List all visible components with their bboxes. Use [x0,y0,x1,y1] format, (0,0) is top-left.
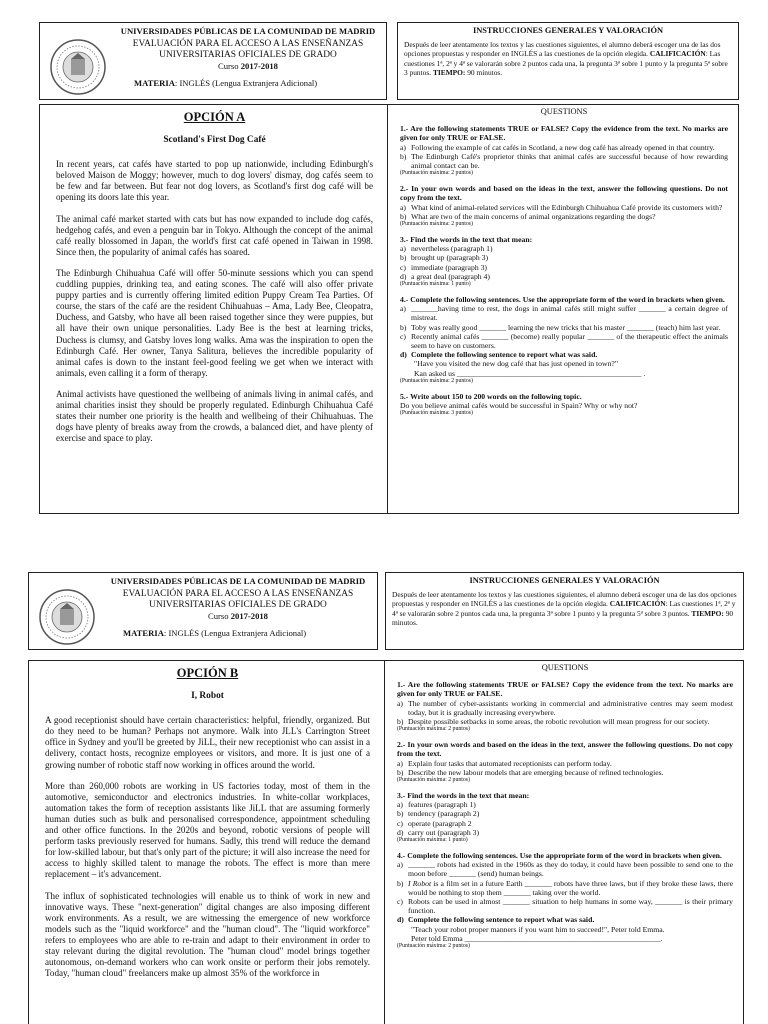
questions-box-a [387,104,739,514]
course [103,611,373,622]
course-year: 2017-2018 [240,61,278,71]
header-box-b [28,572,378,650]
article-b-paragraph: The influx of sophisticated technologies will enable us to think of work in new and innovative ways. These "next-generation" digital changes are also imposing different work environments. As a result, we are witnessing the emergence of new workforce models such as the "liquid workforce" and the "human cloud". The "liquid workforce" refers to employees who are able to re-train and adapt to their environment in order to stay relevant during the digital revolution. The "human cloud" model brings together autonomous, on-demand workers who can work onsite or perform their jobs remotely. Today, "human cloud" freelancers make up almost 35% of the workforce in [45,890,370,979]
university-seal-icon [48,37,108,97]
option-b-heading: OPCIÓN B [176,666,239,680]
question-3: 3.- Find the words in the text that mean: a) features (paragraph 1) b) tendency (paragraph 2) c) operate (paragraph 2 d) carry out (paragraph 3) (Puntuación máxima: 1 punto) [397,791,530,844]
instructions-box-b [385,572,744,650]
article-a-title: Scotland's First Dog Café [163,135,266,146]
article-b-title: I, Robot [191,691,224,702]
question-2: 2.- In your own words and based on the ideas in the text, answer the following questions. Do not copy from the text. a) Explain four tasks that automated receptionists can perform today. b) Describe the new labour models that are emerging because of refined technologies. (Puntuación máxima: 2 puntos) [397,740,733,784]
header-text [103,573,377,649]
question-3: 3.- Find the words in the text that mean: a) nevertheless (paragraph 1) b) brought up (paragraph 3) c) immediate (paragraph 3) d) a great deal (paragraph 4) (Puntuación máxima: 1 punto) [400,235,533,288]
article-a-paragraph: The animal café market started with cats but has now expanded to include dog cafés, hedgehog cafés, and even a penguin bar in Tokyo. Although the concept of the animal café really blossomed in Japan, the world's first cat café opened in Taiwan in 1998. Since then, the popularity of animal cafés has soared. [56,213,373,257]
university-name: UNIVERSIDADES PÚBLICAS DE LA COMUNIDAD DE MADRID [110,576,366,586]
exam-line-2: UNIVERSITARIAS OFICIALES DE GRADO [149,600,327,610]
question-1: 1.- Are the following statements TRUE or FALSE? Copy the evidence from the text. No marks are given for only TRUE or FALSE. a) Following the example of cat cafés in Scotland, a new dog café has already opened in that country. b) The Edinburgh Café's proprietor thinks that animal cafés are successful because of how rewarding animal contact can be. (Puntuación máxima: 2 puntos) [400,124,728,177]
materia-value: : INGLÉS (Lengua Extranjera Adicional) [163,628,307,638]
course-year: 2017-2018 [230,611,268,621]
question-1: 1.- Are the following statements TRUE or FALSE? Copy the evidence from the text. No marks are given for only TRUE or FALSE. a) The number of cyber-assistants working in commercial and administrative centres may seem modest today, but it is gradually increasing everywhere. b) Despite possible setbacks in some areas, the robotic revolution will mean progress for our society. (Puntuación máxima: 2 puntos) [397,680,733,733]
article-a-paragraph: The Edinburgh Chihuahua Café will offer 50-minute sessions which you can spend cuddling puppies, drinking tea, and eating scones. The café will also offer private puppy parties and is currently offering limited edition Puppy Cream Tea Parties. Of course, the stars of the café are the resident Chihuahuas – Ama, Lady Bee, Cleopatra, Duchess, and Gatsby, who have all been raised together since they were puppies, but all have their own unique personalities. Lady Bee is the best at learning tricks, Duchess is clumsy, and Gatsby loves long walks. Ama was the inspiration to open the Edinburgh Café. Her owner, Tanya Salitura, believes the incredible popularity of animal cafes is down to the instant feel-good feeling we get when we interact with animals, even calling it a form of therapy. [56,267,373,378]
reading-box-a [39,104,388,514]
university-name: UNIVERSIDADES PÚBLICAS DE LA COMUNIDAD DE MADRID [120,26,376,36]
article-b-paragraph: More than 260,000 robots are working in US factories today, most of them in the automotive, semiconductor and electronics industries. In white-collar workplaces, automation takes the form of reception assistants like JiLL that are assuming formerly human duties such as bulk and personalised correspondence, appointment scheduling and other office functions. In the 2020s and beyond, robotic versions of people will perform tasks previously reserved for humans. Sadly, this trend will reduce the demand for low-skilled labour, but that's only part of the picture; it will also increase the need for access to highly skilled talent to manage the robots. The effect is more than mere replacement – it's advancement. [45,780,370,880]
materia [114,78,382,89]
course-label: Curso [208,611,231,621]
header-text [114,23,386,99]
question-4: 4.- Complete the following sentences. Use the appropriate form of the word in brackets when given. a) _______ robots had existed in the 1960s as they do today, it could have been possible to send one to the moon before _______ (send) human beings. b) I Robot is a film set in a future Earth _______ robots have three laws, but if they broke these laws, there would be nothing to stop them _______ taking over the world. c) Robots can be used in almost _______ situation to help humans in some way, _______ is their primary function. d) Complete the following sentence to report what was said. "Teach your robot proper manners if you want him to succeed!", Peter told Emma. Peter told Emma ___________________________________________________. (Puntuación máxima: 2 puntos) [397,851,733,950]
exam-line-2: UNIVERSITARIAS OFICIALES DE GRADO [159,50,337,60]
article-b-paragraph: A good receptionist should have certain characteristics: helpful, friendly, organized. But do they need to be human? Perhaps not anymore. Walk into JLL's Carrington Street office in Sydney and you'll be greeted by JiLL, their new receptionist who can assist in a delivery, contact hosts, recognize employees or visitors, and more. It is just one of a growing number of robotic staff now working in offices around the world. [45,715,370,770]
reading-box-b [28,660,385,1024]
header-box-a [39,22,387,100]
question-2: 2.- In your own words and based on the ideas in the text, answer the following questions. Do not copy from the text. a) What kind of animal-related services will the Edinburgh Chihuahua Café provide its customers with? b) What are two of the main concerns of animal organizations regarding the dogs? (Puntuación máxima: 2 puntos) [400,184,728,228]
questions-title: QUESTIONS [540,107,588,116]
exam-line-1: EVALUACIÓN PARA EL ACCESO A LAS ENSEÑANZAS [122,589,354,599]
article-a-paragraph: In recent years, cat cafés have started to pop up nationwide, including Edinburgh's beloved Maison de Moggy; however, much to dog lovers' dismay, dog cafés seem to be few and far between. But fear not dog lovers, as Scotland's first dog café will be opening its doors late this year. [56,159,373,203]
instructions-box-a [397,22,739,100]
materia-label: MATERIA [134,78,175,88]
instructions-body: Después de leer atentamente los textos y las cuestiones siguientes, el alumno deberá escoger una de las dos opciones propuestas y responder en INGLÉS a las cuestiones de la opción elegida. CALIFICACIÓN: Las cuestiones 1ª, 2ª y 4ª se valorarán sobre 2 puntos cada una, la pregunta 3ª sobre 1 punto y la pregunta 5ª sobre 3 puntos. TIEMPO: 90 minutos. [404,40,728,77]
question-4: 4.- Complete the following sentences. Use the appropriate form of the word in brackets when given. a) _______having time to rest, the dogs in animal cafés still might suffer _______ a certain degree of mistreat. b) Toby was really good _______ learning the new tricks that his master _______ (teach) him last year. c) Recently animal cafés _______ (become) really popular _______ of the therapeutic effect the animals seem to have on customers. d) Complete the following sentence to report what was said. "Have you visited the new dog café that has just opened in town?" Kan asked us ________________________________________________ . (Puntuación máxima: 2 puntos) [400,295,728,384]
materia [103,628,373,639]
instructions-title: INSTRUCCIONES GENERALES Y VALORACIÓN [469,576,660,585]
course [114,61,382,72]
course-label: Curso [218,61,241,71]
questions-box-b [384,660,744,1024]
instructions-body: Después de leer atentamente los textos y las cuestiones siguientes, el alumno deberá escoger una de las dos opciones propuestas y responder en INGLÉS a las cuestiones de la opción elegida. CALIFICACIÓN: Las cuestiones 1ª, 2ª y 4ª se valorarán sobre 2 puntos cada una, la pregunta 3ª sobre 1 punto y la pregunta 5ª sobre 3 puntos. TIEMPO: 90 minutos. [392,590,737,627]
article-a-paragraph: Animal activists have questioned the wellbeing of animals living in animal cafés, and animal charities insist they should be properly regulated. Edinburgh Chihuahua Café states their number one priority is the health and wellbeing of their Chihuahuas. The dogs have plenty of breaks away from the crowds, a balanced diet, and have plenty of exercise and space to play. [56,388,373,444]
option-a-heading: OPCIÓN A [183,110,246,124]
materia-label: MATERIA [123,628,164,638]
questions-title: QUESTIONS [541,663,589,672]
question-5: 5.- Write about 150 to 200 words on the following topic. Do you believe animal cafés would be successful in Spain? Why or why not? (Puntuación máxima: 3 puntos) [400,391,638,417]
instructions-title: INSTRUCCIONES GENERALES Y VALORACIÓN [472,26,664,35]
exam-line-1: EVALUACIÓN PARA EL ACCESO A LAS ENSEÑANZAS [132,39,364,49]
university-seal-icon [37,587,97,647]
materia-value: : INGLÉS (Lengua Extranjera Adicional) [174,78,318,88]
